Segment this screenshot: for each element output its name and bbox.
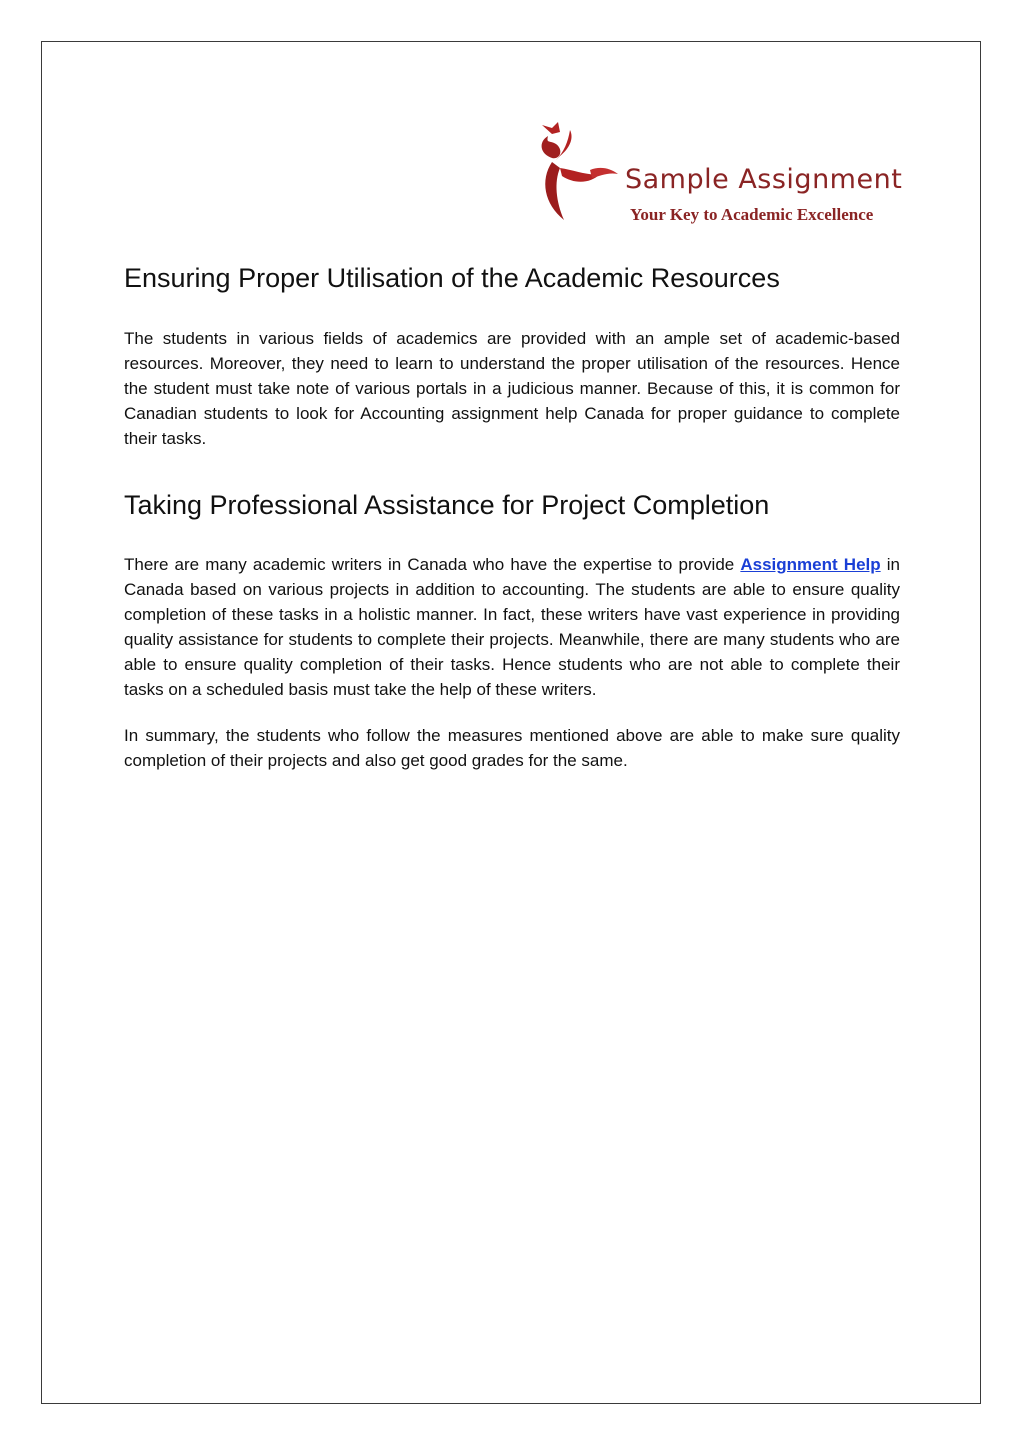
assignment-help-link[interactable]: Assignment Help xyxy=(740,555,881,574)
figure-logo-icon xyxy=(530,120,625,230)
paragraph-text-after-link: in Canada based on various projects in addition to accounting. The students are able to ensure quality completion of these tasks in a holistic manner. In fact, these writers have vast experience in providing quality assistance for students to complete their projects. Meanwhile, there are many students who are able to ensure quality completion of their tasks. Hence students who are not able to complete their tasks on a scheduled basis must take the help of these writers. xyxy=(124,555,900,699)
logo xyxy=(530,120,910,230)
document-body xyxy=(124,258,900,773)
logo-tagline: Your Key to Academic Excellence xyxy=(630,205,874,224)
section-paragraph-resources: The students in various fields of academics are provided with an ample set of academic-based resources. Moreover, they need to learn to understand the proper utilisation of the resources. Hence the student must take note of various portals in a judicious manner. Because of this, it is common for Canadian students to look for Accounting assignment help Canada for proper guidance to complete their tasks. xyxy=(124,329,900,448)
paragraph-text-before-link: There are many academic writers in Canada who have the expertise to provide xyxy=(124,555,741,574)
summary-paragraph: In summary, the students who follow the measures mentioned above are able to make sure quality completion of their projects and also get good grades for the same. xyxy=(124,726,900,770)
section-heading-resources: Ensuring Proper Utilisation of the Academic Resources xyxy=(124,263,780,293)
logo-name: Sample Assignment xyxy=(625,164,903,195)
section-heading-assistance: Taking Professional Assistance for Project Completion xyxy=(124,490,770,520)
section-paragraph-assistance xyxy=(124,552,900,702)
